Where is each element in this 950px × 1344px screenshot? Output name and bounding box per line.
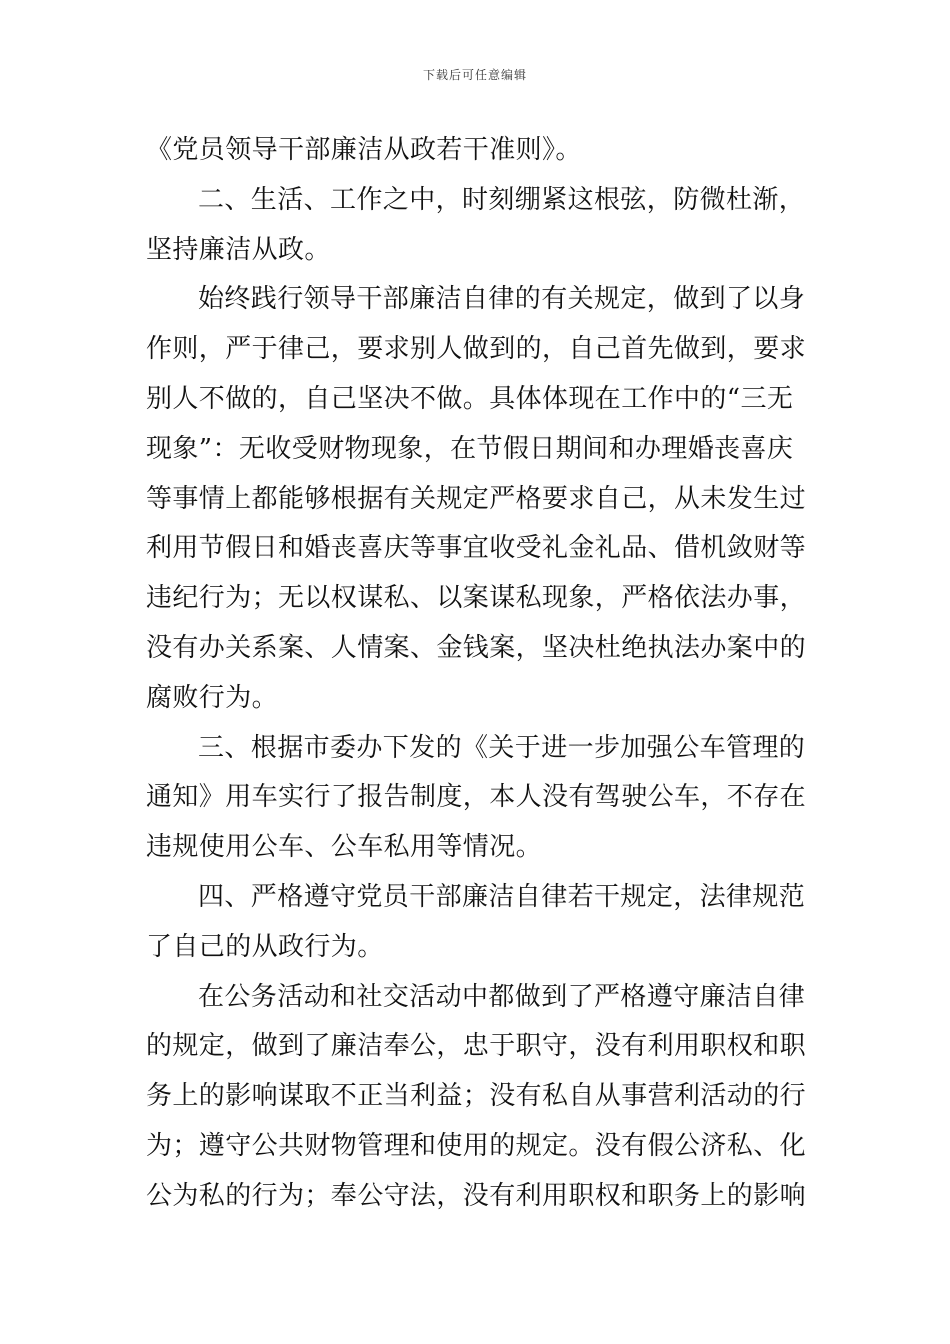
header-note: 下载后可任意编辑: [422, 68, 527, 82]
text-line: 违规使用公车、公车私用等情况。: [146, 832, 543, 863]
text-line: 二、生活、工作之中，时刻绷紧这根弦，防微杜渐，: [198, 184, 806, 215]
text-line: 利用节假日和婚丧喜庆等事宜收受礼金礼品、借机敛财等: [146, 533, 807, 564]
text-line: 腐败行为。: [146, 682, 279, 713]
text-line: 四、严格遵守党员干部廉洁自律若干规定，法律规范: [198, 881, 806, 912]
text-line: 务上的影响谋取不正当利益；没有私自从事营利活动的行: [146, 1081, 807, 1112]
text-line: 没有办关系案、人情案、金钱案，坚决杜绝执法办案中的: [146, 632, 807, 663]
text-line: 别人不做的，自己坚决不做。具体体现在工作中的“三无: [146, 383, 794, 414]
text-line: 等事情上都能够根据有关规定严格要求自己，从未发生过: [146, 483, 807, 514]
text-line: 的规定，做到了廉洁奉公，忠于职守，没有利用职权和职: [146, 1031, 807, 1062]
text-line: 三、根据市委办下发的《关于进一步加强公车管理的: [198, 732, 806, 763]
text-line: 现象”：无收受财物现象，在节假日期间和办理婚丧喜庆: [146, 433, 794, 464]
text-line: 公为私的行为；奉公守法，没有利用职权和职务上的影响: [146, 1180, 807, 1211]
text-line: 坚持廉洁从政。: [146, 234, 331, 265]
text-line: 为；遵守公共财物管理和使用的规定。没有假公济私、化: [146, 1130, 807, 1161]
text-line: 《党员领导干部廉洁从政若干准则》。: [146, 135, 582, 165]
text-line: 在公务活动和社交活动中都做到了严格遵守廉洁自律: [198, 981, 806, 1012]
text-line: 作则，严于律己，要求别人做到的，自己首先做到，要求: [146, 334, 807, 365]
text-line: 了自己的从政行为。: [146, 931, 384, 962]
text-line: 始终践行领导干部廉洁自律的有关规定，做到了以身: [198, 284, 806, 315]
text-line: 违纪行为；无以权谋私、以案谋私现象，严格依法办事，: [146, 583, 807, 614]
text-line: 通知》用车实行了报告制度，本人没有驾驶公车，不存在: [146, 782, 807, 813]
document-body: [146, 126, 810, 1222]
